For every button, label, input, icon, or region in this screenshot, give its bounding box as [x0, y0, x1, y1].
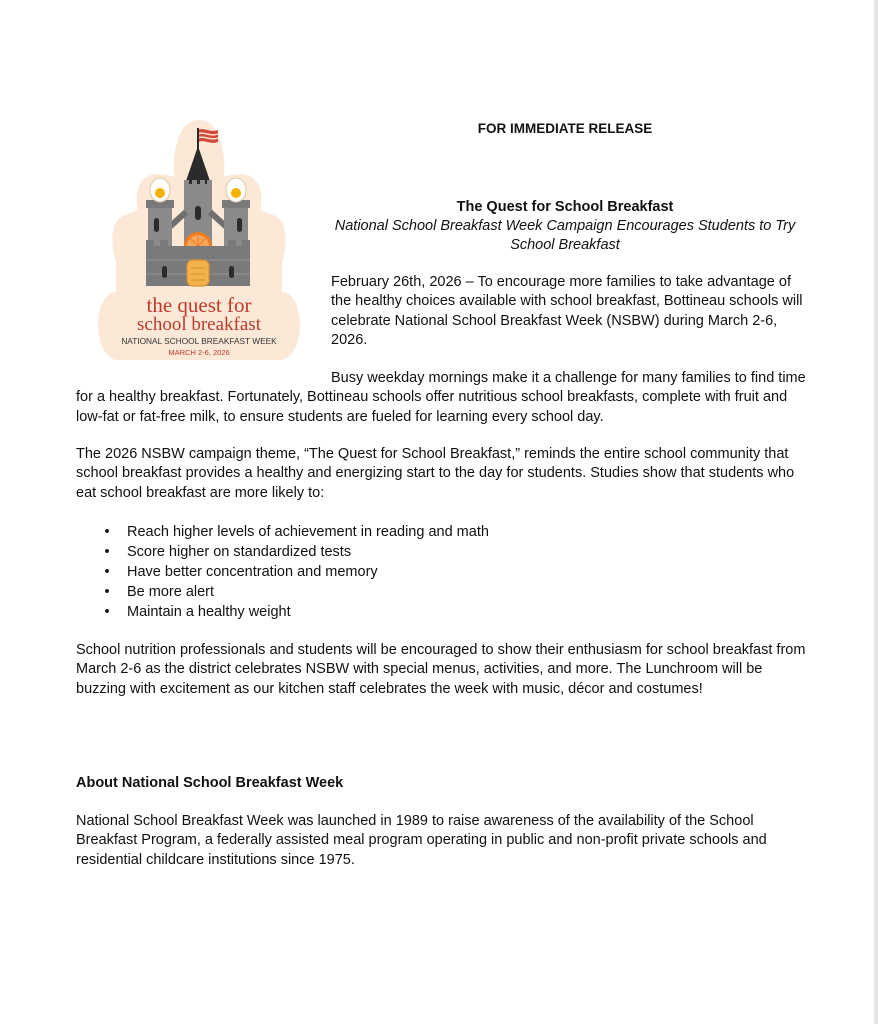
flag-icon — [198, 129, 218, 143]
list-item — [76, 562, 776, 582]
bullet-icon: • — [104, 524, 110, 540]
nsbw-logo — [92, 114, 306, 364]
list-item-text: Be more alert — [127, 584, 215, 600]
logo-line-3: NATIONAL SCHOOL BREAKFAST WEEK — [121, 336, 277, 346]
press-release-subtitle: National School Breakfast Week Campaign Encourages Students to Try School Breakfast — [334, 218, 796, 253]
list-item — [76, 582, 776, 602]
list-item — [76, 542, 776, 562]
paragraph-intro: February 26th, 2026 – To encourage more families to take advantage of the healthy choices available with school breakfast, Bottineau schools will celebrate National School Breakfast Week (NSBW) during March 2-6, 2026. — [331, 274, 803, 349]
paragraph-celebration: School nutrition professionals and students will be encouraged to show their enthusiasm for school breakfast from March 2-6 as the district celebrates NSBW with special menus, activities, and more. The Lunchroom will be buzzing with excitement as our kitchen staff celebrates the week with music, décor and costumes! — [76, 642, 806, 697]
bullet-icon: • — [104, 544, 110, 560]
page-edge — [874, 0, 878, 1024]
bullet-icon: • — [104, 584, 110, 600]
paragraph-about: National School Breakfast Week was launched in 1989 to raise awareness of the availability of the School Breakfast Program, a federally assisted meal program operating in public and non-profit private schools and residential childcare institutions since 1975. — [76, 813, 767, 868]
paragraph-busy-mornings: Busy weekday mornings make it a challenge for many families to find time for a healthy breakfast. Fortunately, Bottineau schools offer nutritious school breakfasts, complete with fruit and low-fat or fat-free milk, to ensure students are fueled for learning every school day. — [76, 370, 806, 425]
about-heading: About National School Breakfast Week — [76, 775, 344, 791]
benefits-list — [76, 522, 776, 622]
title-block — [330, 198, 800, 255]
list-item-text: Reach higher levels of achievement in reading and math — [127, 524, 489, 540]
list-item — [76, 602, 776, 622]
bullet-icon: • — [104, 564, 110, 580]
logo-line-1: the quest for — [146, 293, 252, 317]
list-item-text: Have better concentration and memory — [127, 564, 378, 580]
logo-line-4: MARCH 2-6, 2026 — [168, 348, 230, 357]
press-release-title: The Quest for School Breakfast — [456, 199, 674, 215]
release-label: FOR IMMEDIATE RELEASE — [477, 121, 653, 136]
list-item — [76, 522, 776, 542]
list-item-text: Maintain a healthy weight — [127, 604, 291, 620]
logo-line-2: school breakfast — [137, 314, 261, 335]
bullet-icon: • — [104, 604, 110, 620]
list-item-text: Score higher on standardized tests — [127, 544, 352, 560]
paragraph-campaign-theme: The 2026 NSBW campaign theme, “The Quest for School Breakfast,” reminds the entire school community that school breakfast provides a healthy and energizing start to the day for students. Studies show that students who eat school breakfast are more likely to: — [76, 446, 795, 501]
toast-door-icon — [187, 260, 209, 286]
